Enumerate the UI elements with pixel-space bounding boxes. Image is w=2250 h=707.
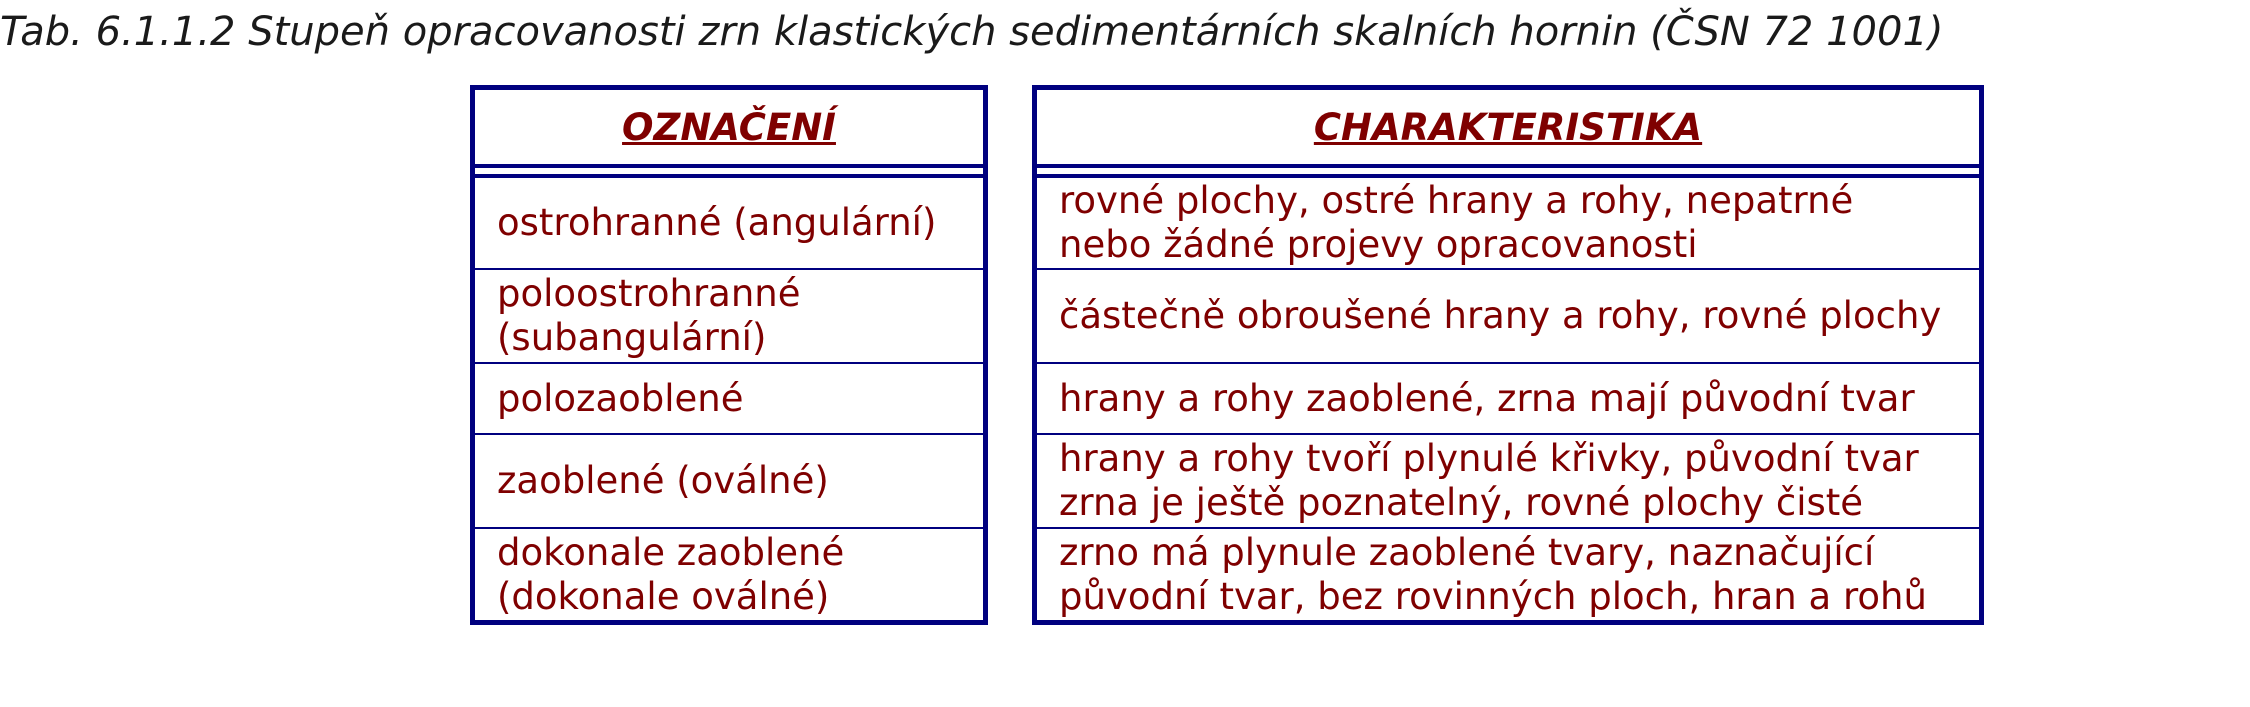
header-designation: OZNAČENÍ	[475, 90, 983, 168]
description-cell: částečně obroušené hrany a rohy, rovné plochy	[1059, 294, 1942, 337]
term-cell: polozaoblené	[497, 376, 744, 420]
table-row	[1037, 178, 1979, 270]
table-row	[475, 364, 983, 435]
table-row	[475, 270, 983, 364]
term-cell: zaoblené (oválné)	[497, 459, 829, 502]
description-cell: zrno má plynule zaoblené tvary, naznačující původní tvar, bez rovinných ploch, hran a rohů	[1059, 530, 1927, 618]
table-caption: Tab. 6.1.1.2 Stupeň opracovanosti zrn klastických sedimentárních skalních hornin (ČSN 72 1001)	[0, 9, 1944, 55]
table-row	[475, 435, 983, 529]
table-row	[1037, 270, 1979, 364]
characteristics-table	[1032, 85, 1984, 625]
term-cell: poloostrohranné (subangulární)	[497, 272, 801, 359]
header-characteristics: CHARAKTERISTIKA	[1037, 90, 1979, 168]
table-row	[475, 529, 983, 620]
description-cell: rovné plochy, ostré hrany a rohy, nepatrné nebo žádné projevy opracovanosti	[1059, 179, 1854, 266]
term-cell: dokonale zaoblené (dokonale oválné)	[497, 530, 845, 618]
header-double-rule	[475, 168, 983, 178]
header-double-rule	[1037, 168, 1979, 178]
designation-table	[470, 85, 988, 625]
designation-rows	[475, 178, 983, 620]
description-cell: hrany a rohy zaoblené, zrna mají původní tvar	[1059, 376, 1915, 420]
term-cell: ostrohranné (angulární)	[497, 201, 937, 244]
table-row	[1037, 435, 1979, 529]
table-row	[1037, 529, 1979, 620]
description-cell: hrany a rohy tvoří plynulé křivky, původní tvar zrna je ještě poznatelný, rovné plochy čisté	[1059, 437, 1919, 524]
table-row	[475, 178, 983, 270]
characteristics-rows	[1037, 178, 1979, 620]
table-row	[1037, 364, 1979, 435]
